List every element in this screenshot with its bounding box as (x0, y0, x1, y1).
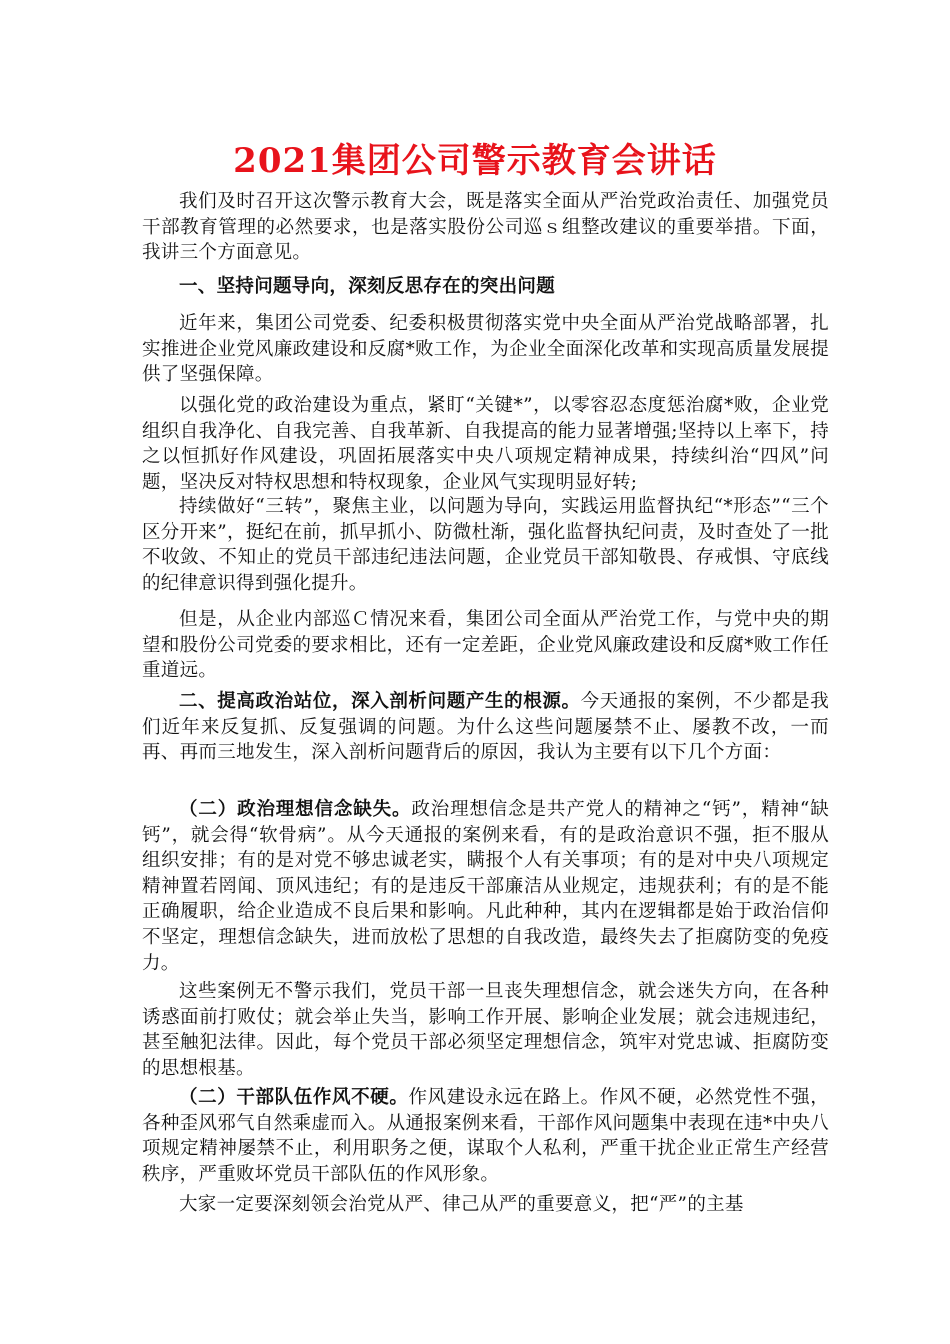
subsection-1-text: 政治理想信念是共产党人的精神之“钙”，精神“缺钙”，就会得“软骨病”。从今天通报的案例来看，有的是政治意识不强，拒不服从组织安排；有的是对党不够忠诚老实，瞒报个人有关事项；有的是对中央八项规定精神置若罔闻、顶风违纪；有的是违反干部廉洁从业规定，违规获利；有的是不能正确履职，给企业造成不良后果和影响。凡此种种，其内在逻辑都是始于政治信仰不坚定，理想信念缺失，进而放松了思想的自我改造，最终失去了拒腐防变的免疫力。 (142, 799, 829, 974)
subsection-2-text: 作风建设永远在路上。作风不硬，必然党性不强，各种歪风邪气自然乘虚而入。从通报案例来看，干部作风问题集中表现在违*中央八项规定精神屡禁不止，利用职务之便，谋取个人私利，严重干扰企业正常生产经营秩序，严重败坏党员干部队伍的作风形象。 (142, 1087, 829, 1185)
paragraph-5: 这些案例无不警示我们，党员干部一旦丧失理想信念，就会迷失方向，在各种诱惑面前打败仗；就会举止失当，影响工作开展、影响企业发展；就会违规违纪，甚至触犯法律。因此，每个党员干部必须坚定理想信念，筑牢对党忠诚、拒腐防变的思想根基。 (142, 981, 829, 1079)
subsection-heading-2: （二）干部队伍作风不硬。 (179, 1087, 409, 1108)
section-2-paragraph (142, 689, 829, 766)
paragraph-2: 以强化党的政治建设为重点，紧盯“关键*”，以零容忍态度惩治腐*败，企业党组织自我净化、自我完善、自我革新、自我提高的能力显著增强;坚持以上率下，持之以恒抓好作风建设，巩固拓展落实中央八项规定精神成果，持续纠治“四风”问题，坚决反对特权思想和特权现象，企业风气实现明显好转; (142, 395, 829, 493)
section-2-text: 今天通报的案例，不少都是我们近年来反复抓、反复强调的问题。为什么这些问题屡禁不止、屡教不改，一而再、再而三地发生，深入剖析问题背后的原因，我认为主要有以下几个方面： (142, 691, 829, 764)
document-title: 2021集团公司警示教育会讲话 (233, 141, 717, 181)
subsection-1-paragraph (142, 797, 829, 976)
section-heading-1: 一、坚持问题导向，深刻反思存在的突出问题 (179, 276, 556, 297)
section-heading-2: 二、提高政治站位，深入剖析问题产生的根源。 (179, 691, 581, 712)
paragraph-4: 但是，从企业内部巡Ｃ情况来看，集团公司全面从严治党工作，与党中央的期望和股份公司党委的要求相比，还有一定差距，企业党风廉政建设和反腐*败工作任重道远。 (142, 609, 829, 682)
paragraph-3: 持续做好“三转”，聚焦主业，以问题为导向，实践运用监督执纪“*形态”“三个区分开来”，挺纪在前，抓早抓小、防微杜渐，强化监督执纪问责，及时查处了一批不收敛、不知止的党员干部违纪违法问题，企业党员干部知敬畏、存戒惧、守底线的纪律意识得到强化提升。 (142, 496, 829, 594)
paragraph-1: 近年来，集团公司党委、纪委积极贯彻落实党中央全面从严治党战略部署，扎实推进企业党风廉政建设和反腐*败工作，为企业全面深化改革和实现高质量发展提供了坚强保障。 (142, 313, 829, 386)
subsection-2-paragraph (142, 1085, 829, 1187)
paragraph-6: 大家一定要深刻领会治党从严、律己从严的重要意义，把“严”的主基 (179, 1194, 744, 1215)
intro-paragraph: 我们及时召开这次警示教育大会，既是落实全面从严治党政治责任、加强党员干部教育管理的必然要求，也是落实股份公司巡ｓ组整改建议的重要举措。下面，我讲三个方面意见。 (142, 191, 829, 264)
subsection-heading-1: （二）政治理想信念缺失。 (179, 799, 412, 820)
